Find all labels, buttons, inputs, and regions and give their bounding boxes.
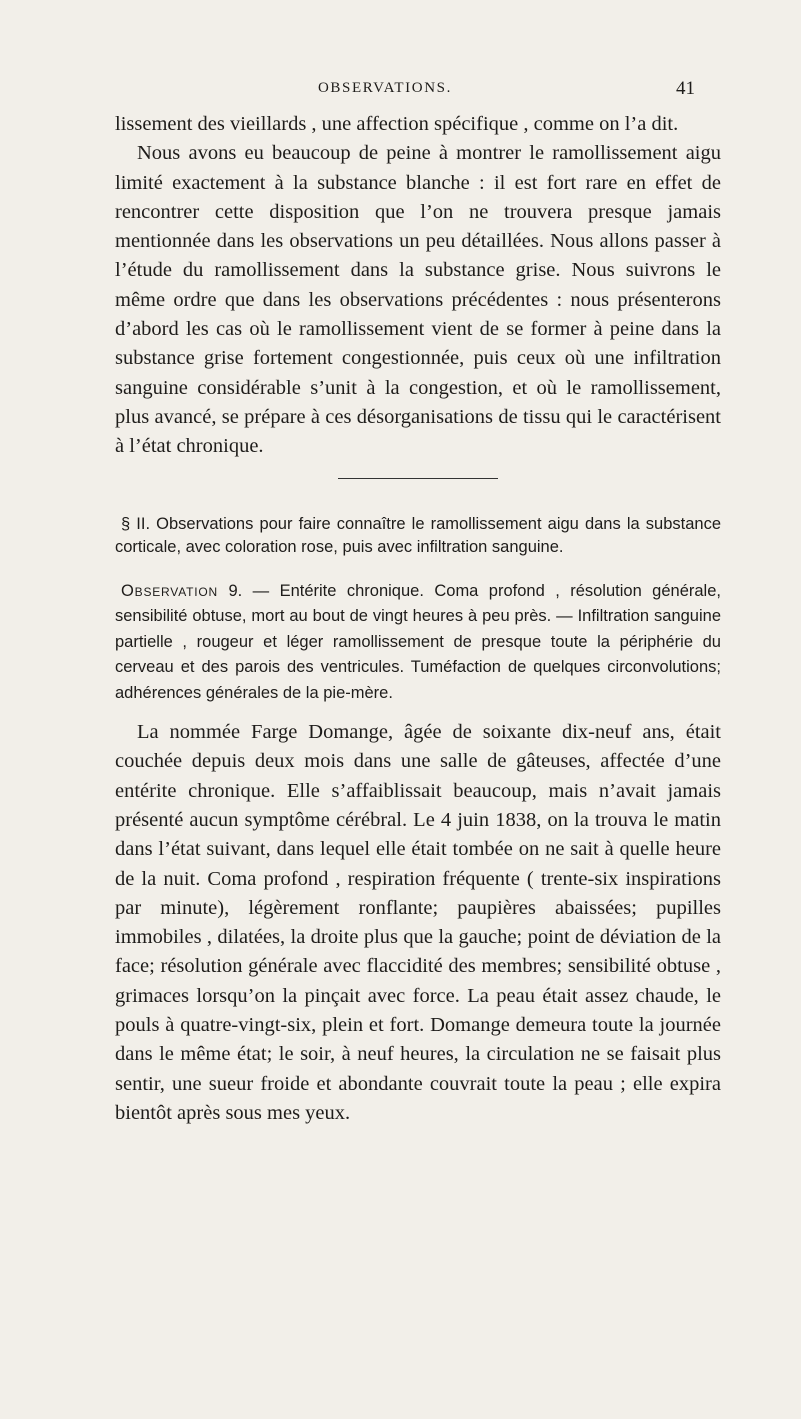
page-number: 41 — [676, 78, 695, 99]
observation-summary — [115, 579, 721, 707]
running-title: OBSERVATIONS. — [318, 80, 452, 96]
text-block — [115, 110, 721, 1128]
observation-label: Observation — [121, 581, 218, 600]
section-divider — [338, 478, 498, 479]
observation-text: 9. — Entérite chronique. Coma profond , résolution générale, sensibilité obtuse, mort au bout de vingt heures à peu près. — Infiltration sanguine partielle , rougeur et léger ramollissement de presque toute la périphérie du cerveau et des parois des ventricules. Tuméfaction de quelques circonvolutions; adhérences générales de la pie-mère. — [115, 581, 721, 702]
case-paragraph: La nommée Farge Domange, âgée de soixante dix-neuf ans, était couchée depuis deux mois dans une salle de gâteuses, affectée d’une entérite chronique. Elle s’affaiblissait beaucoup, mais n’avait jamais présenté aucun symptôme cérébral. Le 4 juin 1838, on la trouva le matin dans l’état suivant, dans lequel elle était tombée on ne sait à quelle heure de la nuit. Coma profond , respiration fréquente ( trente-six inspirations par minute), légèrement ronflante; paupières abaissées; pupilles immobiles , dilatées, la droite plus que la gauche; point de déviation de la face; résolution générale avec flaccidité des membres; sensibilité obtuse , grimaces lorsqu’on la pinçait avec force. La peau était assez chaude, le pouls à quatre-vingt-six, plein et fort. Domange demeura toute la journée dans le même état; le soir, à neuf heures, la circulation ne se faisait plus sentir, une sueur froide et abondante couvrait toute la peau ; elle expira bientôt après sous mes yeux. — [115, 721, 721, 1124]
continued-paragraph: lissement des vieillards , une affection spécifique , comme on l’a dit. — [115, 113, 679, 135]
section-heading: § II. Observations pour faire connaître le ramollissement aigu dans la substance corticale, avec coloration rose, puis avec infiltration sanguine. — [115, 514, 721, 556]
running-head — [0, 80, 801, 104]
intro-paragraph: Nous avons eu beaucoup de peine à montrer le ramollissement aigu limité exactement à la substance blanche : il est fort rare en effet de rencontrer cette disposition que l’on ne trouvera presque jamais mentionnée dans les observations un peu détaillées. Nous allons passer à l’étude du ramollissement dans la substance grise. Nous suivrons le même ordre que dans les observations précédentes : nous présenterons d’abord les cas où le ramollissement vient de se former à peine dans la substance grise fortement congestionnée, puis ceux où une infiltration sanguine considérable s’unit à la congestion, et où le ramollissement, plus avancé, se prépare à ces désorganisations de tissu qui le caractérisent à l’état chronique. — [115, 142, 721, 458]
